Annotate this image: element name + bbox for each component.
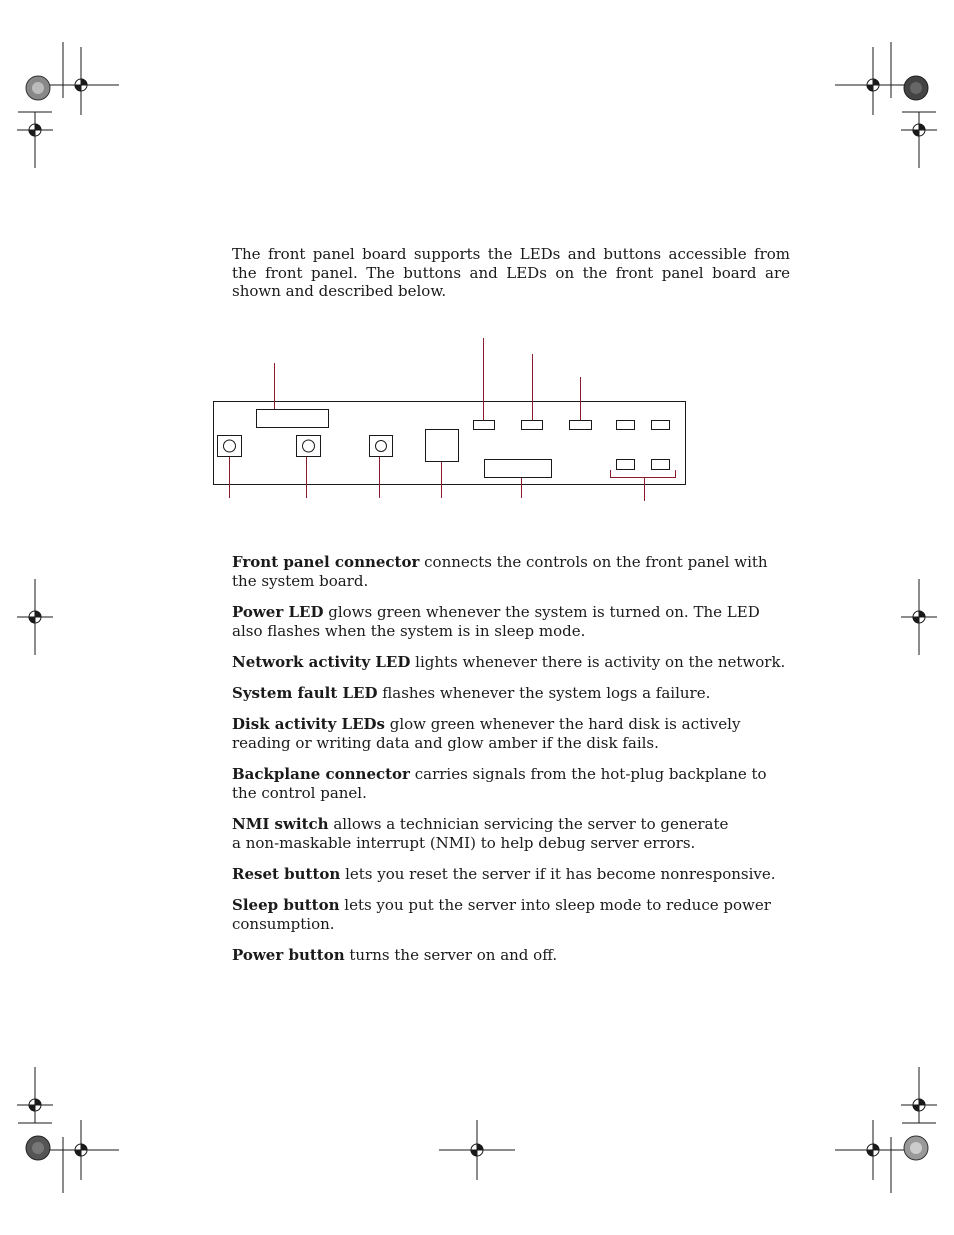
system-fault-led	[570, 421, 592, 430]
sleep-button	[297, 436, 321, 457]
network-activity-led	[522, 421, 543, 430]
description-nmi-switch: NMI switch allows a technician servicing the server to generate a non-maskable interrupt (NMI) to help debug server errors.	[232, 815, 729, 852]
callout-lines	[230, 338, 676, 501]
description-reset-button: Reset button lets you reset the server if it has become nonresponsive.	[232, 865, 776, 883]
description-backplane-connector: Backplane connector carries signals from the hot-plug backplane to the control panel.	[232, 765, 767, 802]
description-network-activity-led: Network activity LED lights whenever there is activity on the network.	[232, 653, 786, 671]
description-power-button: Power button turns the server on and off.	[232, 946, 558, 964]
backplane-connector	[485, 460, 552, 478]
disk-activity-led	[652, 421, 670, 430]
disk-activity-led	[652, 460, 670, 470]
disk-activity-led	[617, 460, 635, 470]
power-led	[474, 421, 495, 430]
description-sleep-button: Sleep button lets you put the server into sleep mode to reduce power consumption.	[232, 896, 771, 933]
intro-paragraph: The front panel board supports the LEDs and buttons accessible from the front panel. The buttons and LEDs on the front panel board are shown and described below.	[232, 245, 790, 300]
description-power-led: Power LED glows green whenever the system is turned on. The LED also flashes when the system is in sleep mode.	[232, 603, 760, 640]
power-button	[218, 436, 242, 457]
disk-activity-led	[617, 421, 635, 430]
front-panel-board-outline	[214, 402, 686, 485]
nmi-switch	[426, 430, 459, 462]
description-disk-activity-leds: Disk activity LEDs glow green whenever the hard disk is actively reading or writing data and glow amber if the disk fails.	[232, 715, 741, 752]
description-front-panel-connector: Front panel connector connects the controls on the front panel with the system board.	[232, 553, 768, 590]
reset-button	[370, 436, 393, 457]
description-system-fault-led: System fault LED flashes whenever the system logs a failure.	[232, 684, 711, 702]
front-panel-board-diagram	[205, 330, 695, 505]
front-panel-connector	[257, 410, 329, 428]
